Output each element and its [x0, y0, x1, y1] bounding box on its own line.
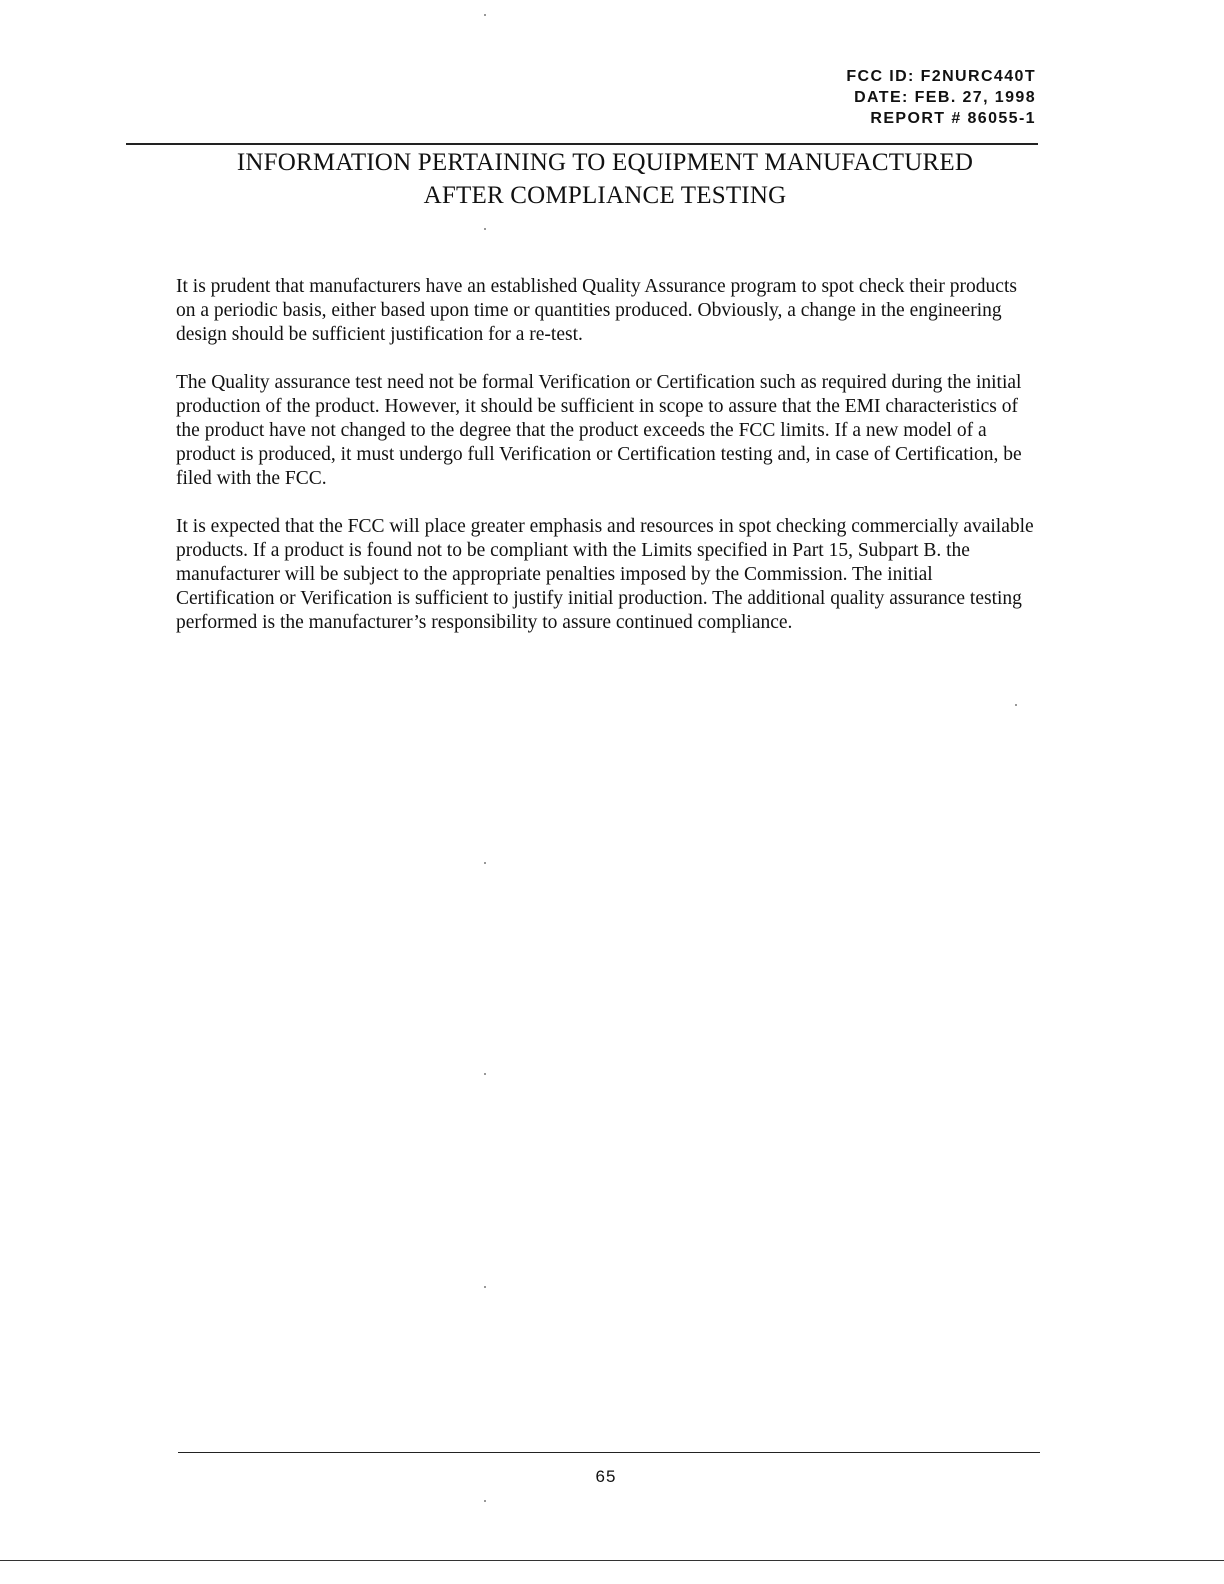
scan-speck [484, 14, 486, 16]
body-text [176, 275, 1036, 659]
page-title [150, 146, 1060, 212]
scan-speck [484, 1286, 486, 1288]
footer-divider [178, 1452, 1040, 1453]
paragraph-quality-assurance: It is prudent that manufacturers have an established Quality Assurance program to spot check their products on a periodic basis, either based upon time or quantities produced. Obviously, a change in the engineering design should be sufficient justification for a re-test. [176, 276, 1017, 345]
paragraph-fcc-spot-checking: It is expected that the FCC will place greater emphasis and resources in spot checking commercially available products. If a product is found not to be compliant with the Limits specified in Part 15, Subpart B. the manufacturer will be subject to the appropriate penalties imposed by the Commission. The initial Certification or Verification is sufficient to justify initial production. The additional quality assurance testing performed is the manufacturer’s responsibility to assure continued compliance. [176, 516, 1034, 633]
page-number: 65 [595, 1467, 617, 1486]
report-header [846, 66, 1036, 129]
scan-speck [484, 862, 486, 864]
header-divider [126, 143, 1038, 145]
fcc-id-line: FCC ID: F2NURC440T [846, 68, 1036, 85]
scan-speck [484, 228, 486, 230]
scan-edge-line [0, 1560, 1224, 1561]
paragraph-qa-test-scope: The Quality assurance test need not be formal Verification or Certification such as required during the initial production of the product. However, it should be sufficient in scope to assure that the EMI characteristics of the product have not changed to the degree that the product exceeds the FCC limits. If a new model of a product is produced, it must undergo full Verification or Certification testing and, in case of Certification, be filed with the FCC. [176, 372, 1022, 489]
title-line-1: INFORMATION PERTAINING TO EQUIPMENT MANUFACTURED [236, 149, 974, 176]
scan-speck [1015, 704, 1017, 706]
date-line: DATE: FEB. 27, 1998 [854, 89, 1036, 106]
report-number-line: REPORT # 86055-1 [870, 110, 1036, 127]
scan-speck [484, 1500, 486, 1502]
scan-speck [484, 1073, 486, 1075]
title-line-2: AFTER COMPLIANCE TESTING [423, 182, 787, 209]
